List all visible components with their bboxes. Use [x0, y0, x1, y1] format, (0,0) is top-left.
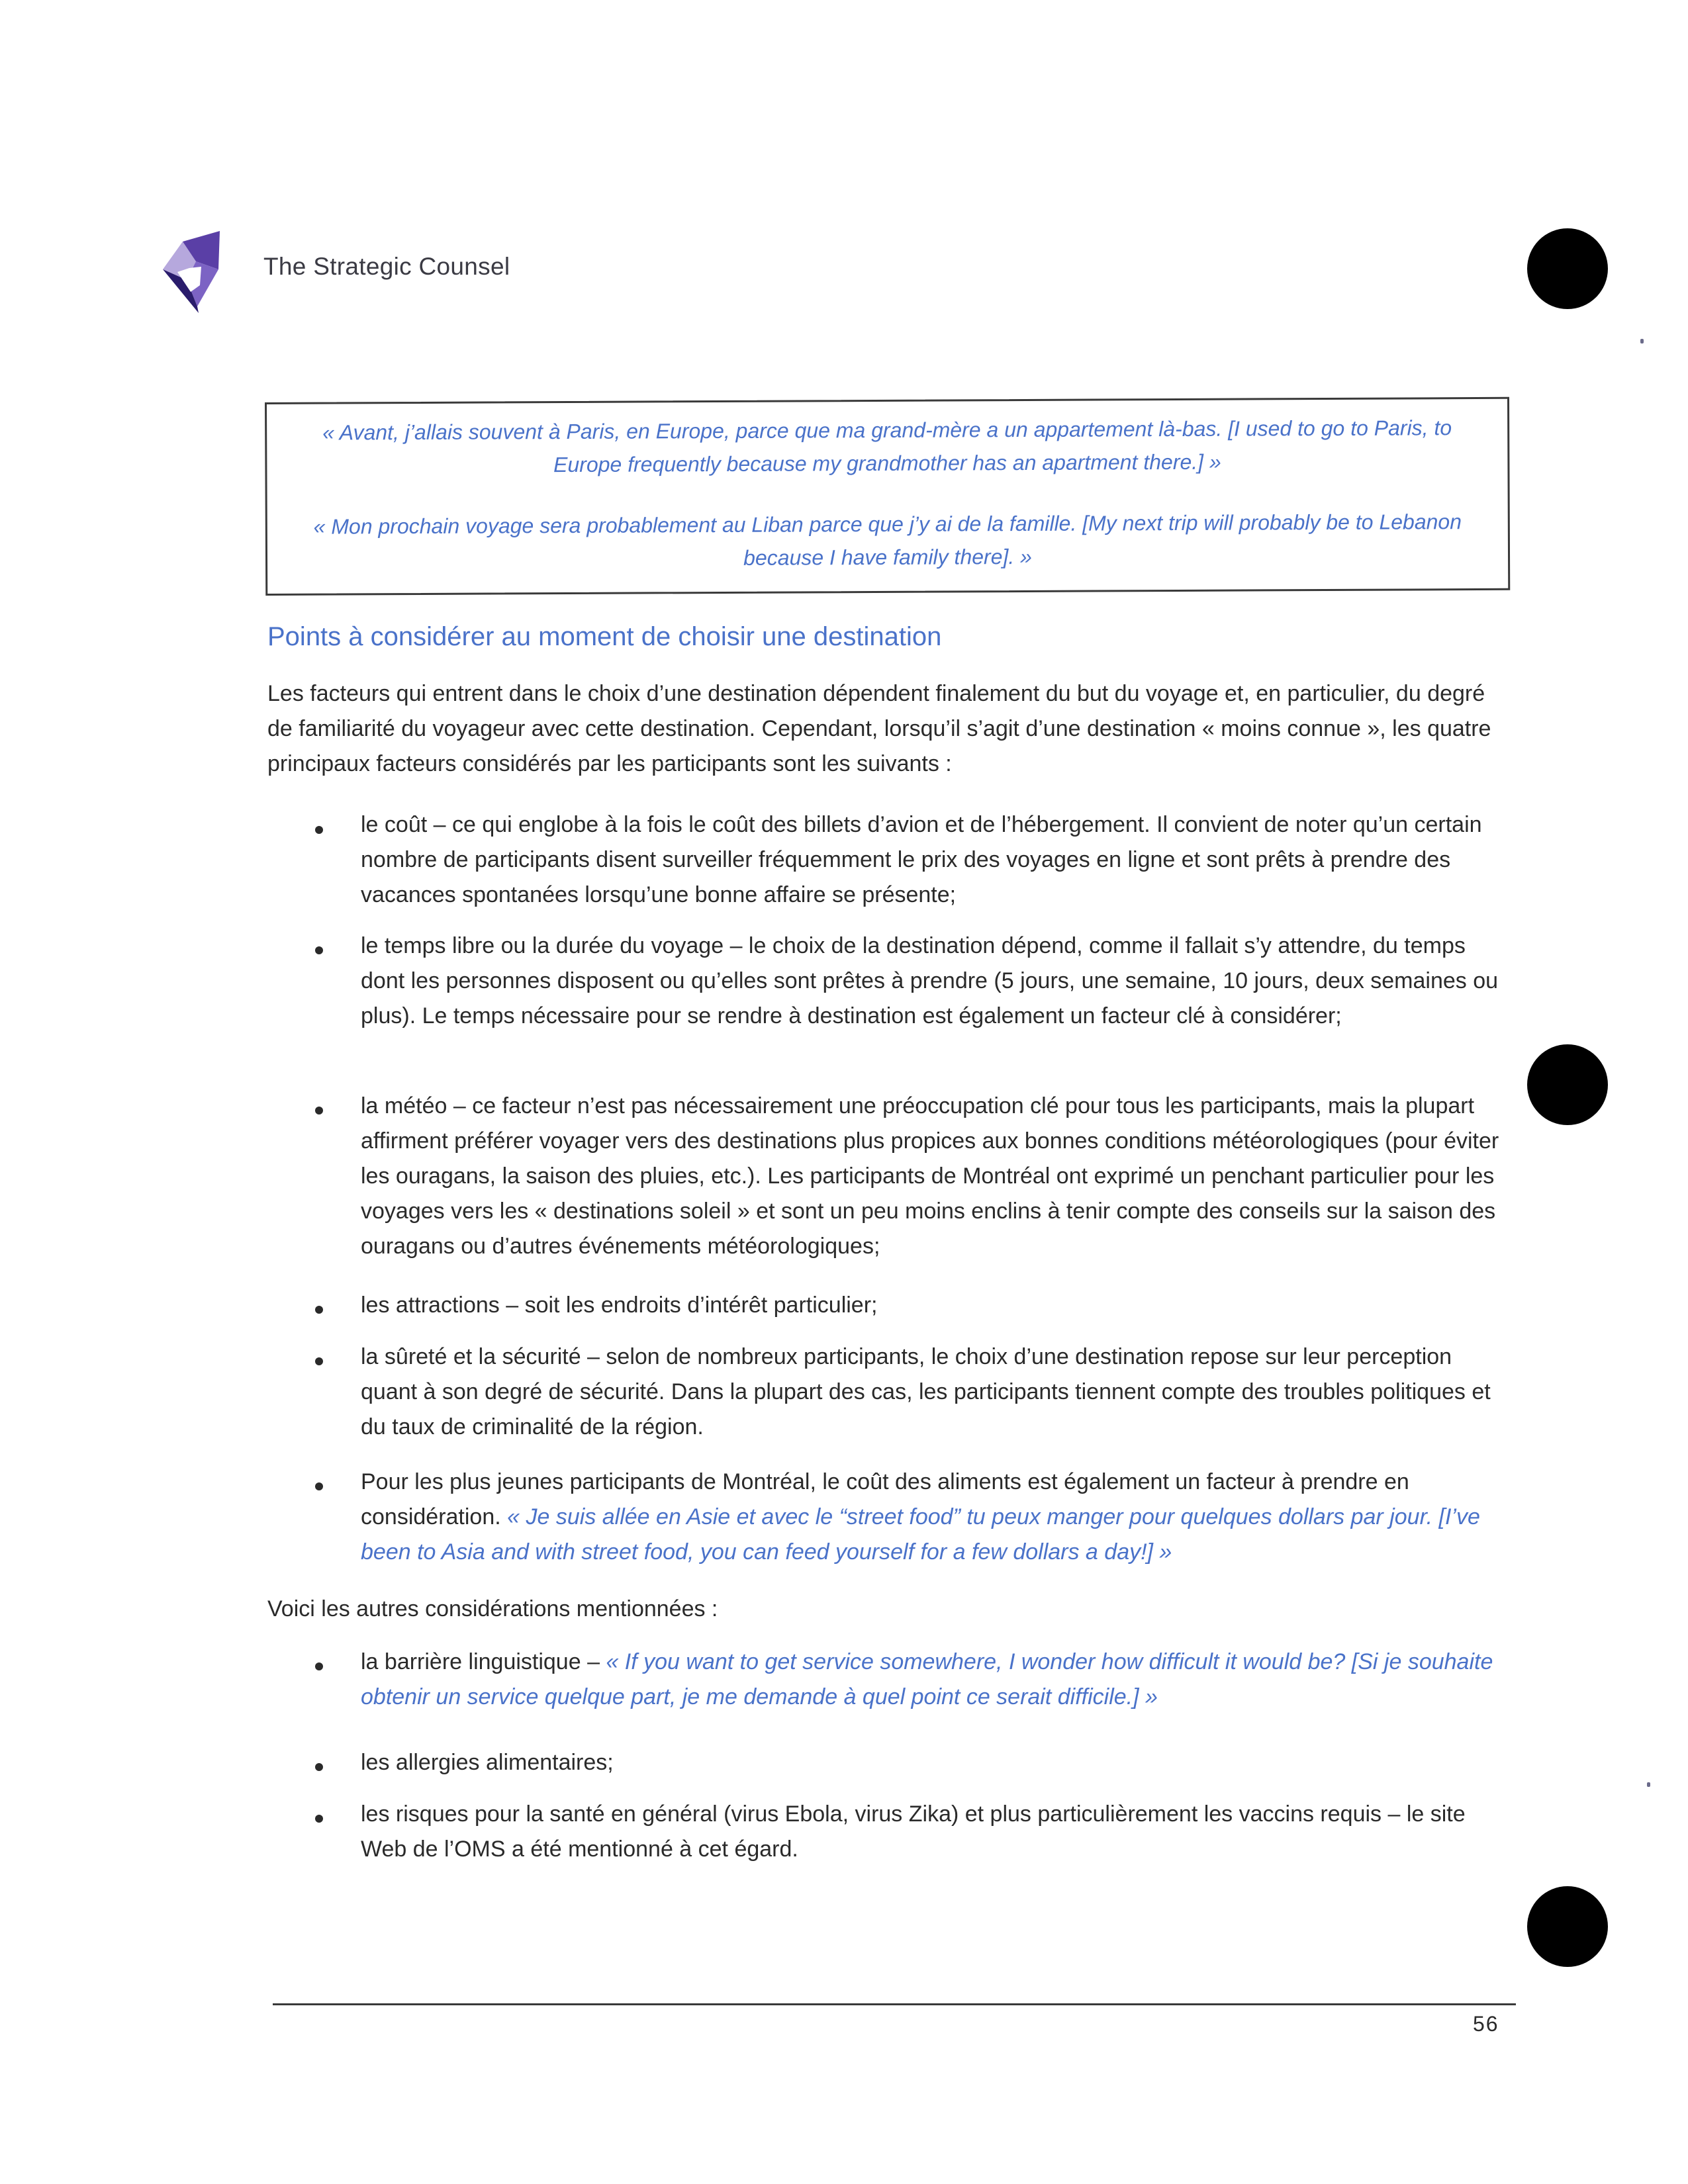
- bullet-icon: [315, 1107, 323, 1115]
- list-item-text: Pour les plus jeunes participants de Montréal, le coût des aliments est également un facteur à prendre en considération.: [361, 1469, 1409, 1529]
- quote-paris: « Avant, j’allais souvent à Paris, en Europe, parce que ma grand-mère a un appartement là-bas. [I used to go to Paris, to Europe frequently because my grandmother has an apartment there.] »: [322, 416, 1452, 477]
- diamond-logo-icon: [158, 228, 224, 314]
- scan-speck: [1647, 1782, 1650, 1787]
- company-name: The Strategic Counsel: [263, 253, 510, 280]
- quote-box: [265, 397, 1510, 596]
- hole-punch: [1527, 1886, 1608, 1967]
- list-item: les attractions – soit les endroits d’intérêt particulier;: [361, 1293, 878, 1318]
- list-item: le temps libre ou la durée du voyage – le choix de la destination dépend, comme il fallait s’y attendre, du temps dont les personnes disposent ou qu’elles sont prêtes à prendre (5 jours, une semaine, 10 jours, deux semaines ou plus). Le temps nécessaire pour se rendre à destination est également un facteur clé à considérer;: [361, 933, 1499, 1028]
- others-intro: Voici les autres considérations mentionnées :: [267, 1596, 718, 1621]
- list-item: les risques pour la santé en général (virus Ebola, virus Zika) et plus particulièrement les vaccins requis – le site Web de l’OMS a été mentionné à cet égard.: [361, 1801, 1466, 1862]
- bullet-icon: [315, 826, 323, 834]
- hole-punch: [1527, 228, 1608, 309]
- scan-speck: [1640, 339, 1644, 343]
- bullet-icon: [315, 1306, 323, 1314]
- list-item: la météo – ce facteur n’est pas nécessairement une préoccupation clé pour tous les participants, mais la plupart affirment préférer voyager vers des destinations plus propices aux bonnes conditions météorologiques (pour éviter les ouragans, la saison des pluies, etc.). Les participants de Montréal ont exprimé un penchant particulier pour les voyages vers les « destinations soleil » et sont un peu moins enclins à tenir compte des conseils sur la saison des ouragans ou d’autres événements météorologiques;: [361, 1093, 1499, 1259]
- list-item: le coût – ce qui englobe à la fois le coût des billets d’avion et de l’hébergement. Il convient de noter qu’un certain nombre de participants disent surveiller fréquemment le prix des voyages en ligne et sont prêts à prendre des vacances spontanées lorsqu’une bonne affaire se présente;: [361, 812, 1482, 907]
- list-item: [361, 1645, 1509, 1715]
- footer-divider: [273, 2003, 1516, 2005]
- quote-lebanon: « Mon prochain voyage sera probablement au Liban parce que j’y ai de la famille. [My next trip will probably be to Lebanon because I have family there]. »: [313, 510, 1462, 570]
- bullet-icon: [315, 1763, 323, 1771]
- section-heading: Points à considérer au moment de choisir une destination: [267, 622, 942, 651]
- bullet-icon: [315, 1482, 323, 1490]
- bullet-icon: [315, 1815, 323, 1823]
- page-number: 56: [1473, 2012, 1499, 2036]
- list-item-quote: « Je suis allée en Asie et avec le “street food” tu peux manger pour quelques dollars par jour. [I’ve been to Asia and with street food, you can feed yourself for a few dollars a day!] »: [361, 1504, 1480, 1565]
- hole-punch: [1527, 1044, 1608, 1125]
- list-item-text: la barrière linguistique –: [361, 1649, 606, 1674]
- list-item: [361, 1465, 1509, 1570]
- bullet-icon: [315, 946, 323, 954]
- list-item: la sûreté et la sécurité – selon de nombreux participants, le choix d’une destination repose sur leur perception quant à son degré de sécurité. Dans la plupart des cas, les participants tiennent compte des troubles politiques et du taux de criminalité de la région.: [361, 1344, 1491, 1439]
- intro-paragraph: Les facteurs qui entrent dans le choix d’une destination dépendent finalement du but du voyage et, en particulier, du degré de familiarité du voyageur avec cette destination. Cependant, lorsqu’il s’agit d’une destination « moins connue », les quatre principaux facteurs considérés par les participants sont les suivants :: [267, 681, 1491, 776]
- bullet-icon: [315, 1662, 323, 1670]
- bullet-icon: [315, 1357, 323, 1365]
- list-item: les allergies alimentaires;: [361, 1750, 614, 1775]
- list-item-quote: « If you want to get service somewhere, I wonder how difficult it would be? [Si je souhaite obtenir un service quelque part, je me demande à quel point ce serait difficile.] »: [361, 1649, 1493, 1709]
